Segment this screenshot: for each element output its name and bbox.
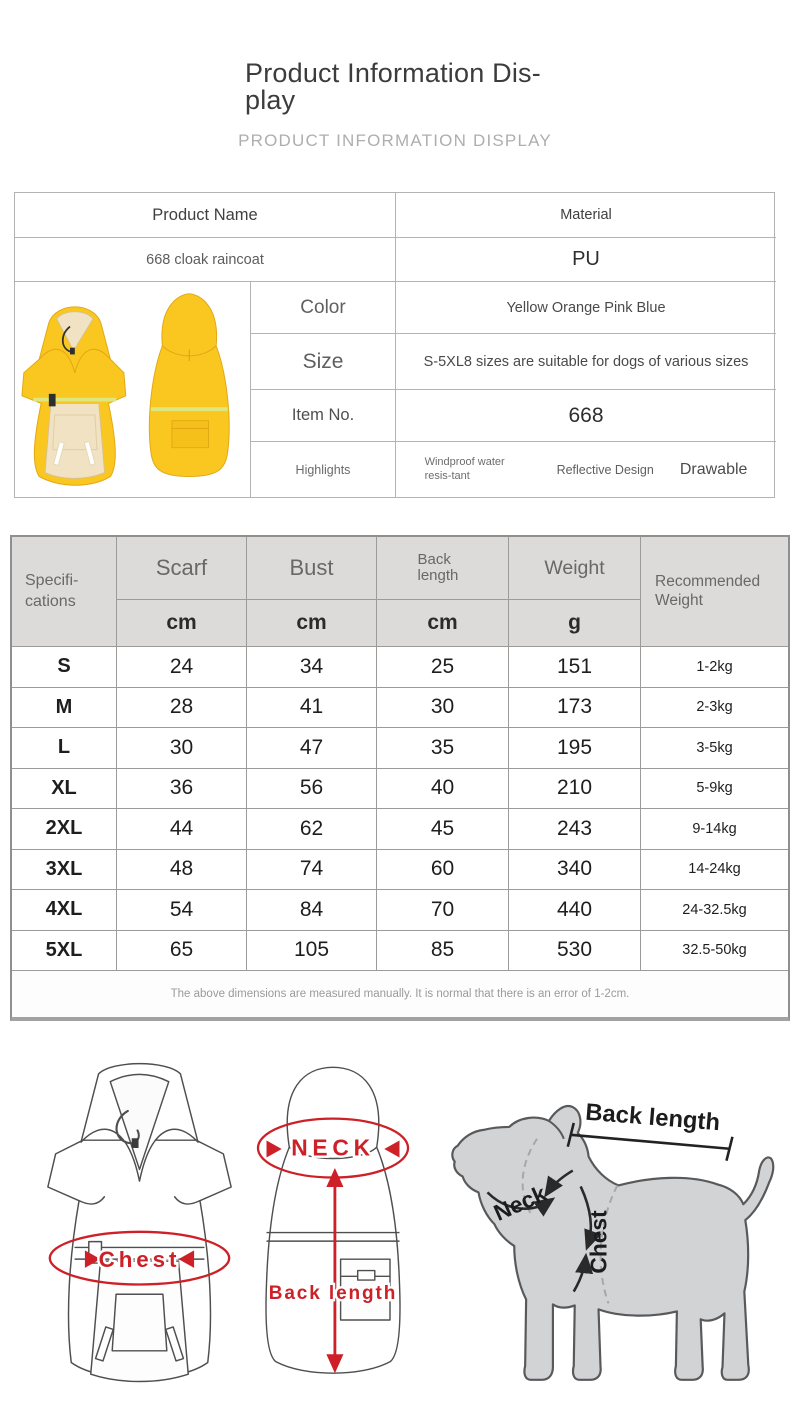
row-l-scarf: 30: [117, 728, 247, 769]
row-xl-bust: 56: [247, 769, 377, 810]
row-xl-recommended: 5-9kg: [641, 769, 788, 810]
row-s-bust: 34: [247, 647, 377, 688]
row-l-weight: 195: [509, 728, 641, 769]
row-m-weight: 173: [509, 688, 641, 729]
front-coat-drawstring-bead: [70, 347, 75, 354]
row-m-scarf: 28: [117, 688, 247, 729]
row-l-recommended: 3-5kg: [641, 728, 788, 769]
row-xl-size: XL: [12, 769, 117, 810]
material-value: PU: [396, 238, 776, 282]
row-s-weight: 151: [509, 647, 641, 688]
unit-bust: cm: [247, 600, 377, 647]
row-5xl-scarf: 65: [117, 931, 247, 972]
row-5xl-size: 5XL: [12, 931, 117, 972]
row-l-bust: 47: [247, 728, 377, 769]
row-2xl-back: 45: [377, 809, 509, 850]
product-name-header: Product Name: [15, 193, 396, 238]
row-s-size: S: [12, 647, 117, 688]
page-title-line2: play: [245, 85, 296, 115]
row-5xl-recommended: 32.5-50kg: [641, 931, 788, 972]
size-label: Size: [251, 334, 396, 390]
row-l-size: L: [12, 728, 117, 769]
material-header: Material: [396, 193, 776, 238]
unit-back-length: cm: [377, 600, 509, 647]
row-4xl-scarf: 54: [117, 890, 247, 931]
row-s-scarf: 24: [117, 647, 247, 688]
row-2xl-scarf: 44: [117, 809, 247, 850]
row-xl-back: 40: [377, 769, 509, 810]
dog-back-length-label: Back length: [584, 1098, 721, 1137]
product-name-value: 668 cloak raincoat: [15, 238, 396, 282]
chest-label: Chest: [98, 1246, 181, 1272]
row-2xl-size: 2XL: [12, 809, 117, 850]
row-5xl-bust: 105: [247, 931, 377, 972]
page-title: [245, 60, 545, 114]
row-m-size: M: [12, 688, 117, 729]
size-chart-table: [10, 535, 790, 1021]
item-no-label: Item No.: [251, 390, 396, 442]
back-coat-measure-diagram: [238, 1050, 428, 1400]
row-s-recommended: 1-2kg: [641, 647, 788, 688]
row-s-back: 25: [377, 647, 509, 688]
front-line-drawstring-toggle: [132, 1138, 139, 1148]
size-chart-header-back-length: [377, 537, 509, 600]
row-3xl-recommended: 14-24kg: [641, 850, 788, 891]
row-5xl-weight: 530: [509, 931, 641, 972]
neck-arrow-right-icon: [384, 1140, 399, 1157]
page-subtitle: PRODUCT INFORMATION DISPLAY: [238, 131, 552, 150]
highlight-windproof: Windproof water resis-tant: [424, 455, 505, 482]
highlight-drawable: Drawable: [679, 460, 748, 478]
highlights-value: [396, 442, 776, 497]
dog-neck-label: Neck: [489, 1179, 551, 1226]
product-photo: [20, 284, 246, 496]
back-line-body: [266, 1067, 400, 1373]
neck-label: NECK: [291, 1134, 375, 1161]
recommended-weight-header-text: Recommended Weight: [655, 573, 761, 609]
color-value: Yellow Orange Pink Blue: [396, 282, 776, 334]
row-4xl-recommended: 24-32.5kg: [641, 890, 788, 931]
row-3xl-bust: 74: [247, 850, 377, 891]
row-l-back: 35: [377, 728, 509, 769]
row-3xl-size: 3XL: [12, 850, 117, 891]
row-4xl-back: 70: [377, 890, 509, 931]
back-length-label: Back length: [268, 1283, 398, 1305]
size-value: S-5XL8 sizes are suitable for dogs of various sizes: [396, 334, 776, 390]
row-2xl-bust: 62: [247, 809, 377, 850]
unit-scarf: cm: [117, 600, 247, 647]
row-m-bust: 41: [247, 688, 377, 729]
row-m-back: 30: [377, 688, 509, 729]
unit-weight: g: [509, 600, 641, 647]
size-chart-header-weight: Weight: [509, 537, 641, 600]
front-coat-buckle: [48, 393, 55, 406]
dog-back-length-line: [571, 1135, 730, 1149]
row-2xl-recommended: 9-14kg: [641, 809, 788, 850]
color-label: Color: [251, 282, 396, 334]
item-no-value: 668: [396, 390, 776, 442]
row-xl-weight: 210: [509, 769, 641, 810]
back-coat-pocket: [171, 420, 208, 447]
product-info-table: [14, 192, 775, 498]
row-3xl-weight: 340: [509, 850, 641, 891]
size-chart-header-specifications: [12, 537, 117, 647]
front-line-apron: [91, 1261, 189, 1381]
row-3xl-scarf: 48: [117, 850, 247, 891]
back-coat-body: [149, 293, 229, 476]
measurement-note: The above dimensions are measured manually. It is normal that there is an error of 1-2cm.: [12, 971, 788, 1017]
row-2xl-weight: 243: [509, 809, 641, 850]
dog-measure-diagram: [422, 1072, 784, 1402]
dog-chest-label: Chest: [585, 1210, 612, 1274]
highlight-reflective: Reflective Design: [556, 462, 654, 477]
row-xl-scarf: 36: [117, 769, 247, 810]
specifications-header-text: Specifi-cations: [25, 571, 79, 610]
back-length-header-text: Back length: [417, 550, 459, 584]
highlights-label: Highlights: [251, 442, 396, 497]
size-chart-header-recommended-weight: [641, 537, 788, 647]
dog-back-length-annotation: [568, 1099, 733, 1161]
row-4xl-weight: 440: [509, 890, 641, 931]
row-5xl-back: 85: [377, 931, 509, 972]
product-photo-cell: [15, 282, 251, 497]
front-coat-measure-diagram: [42, 1052, 237, 1400]
neck-arrow-left-icon: [267, 1140, 282, 1157]
row-4xl-bust: 84: [247, 890, 377, 931]
size-chart-header-bust: Bust: [247, 537, 377, 600]
back-line-pocket-slot: [358, 1271, 375, 1281]
page-title-line1: Product Information Dis-: [245, 58, 541, 88]
row-m-recommended: 2-3kg: [641, 688, 788, 729]
size-chart-header-scarf: Scarf: [117, 537, 247, 600]
row-4xl-size: 4XL: [12, 890, 117, 931]
row-3xl-back: 60: [377, 850, 509, 891]
